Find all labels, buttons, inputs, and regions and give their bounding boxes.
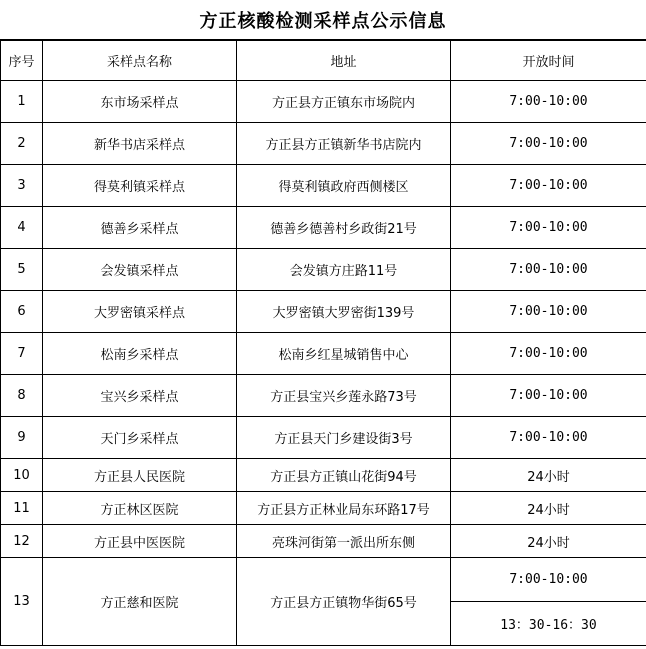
row-address: 方正县方正林业局东环路17号	[237, 492, 451, 525]
row-number: 2	[1, 123, 43, 165]
row-open-time: 7:00-10:00	[451, 123, 646, 165]
row-address: 方正县方正镇物华街65号	[237, 558, 451, 646]
row-site-name: 天门乡采样点	[43, 417, 237, 459]
table-row	[1, 165, 646, 207]
row-site-name: 德善乡采样点	[43, 207, 237, 249]
row-number: 5	[1, 249, 43, 291]
table-row	[1, 492, 646, 525]
row-site-name: 松南乡采样点	[43, 333, 237, 375]
row-number: 1	[1, 81, 43, 123]
document-title: 方正核酸检测采样点公示信息	[0, 0, 646, 40]
table-row	[1, 249, 646, 291]
row-open-time: 7:00-10:00	[451, 333, 646, 375]
row-site-name: 大罗密镇采样点	[43, 291, 237, 333]
row-open-time: 7:00-10:00	[451, 165, 646, 207]
table-row	[1, 123, 646, 165]
header-open-time: 开放时间	[451, 41, 646, 81]
row-open-time: 7:00-10:00	[451, 249, 646, 291]
row-open-time: 7:00-10:00	[451, 417, 646, 459]
row-open-time: 7:00-10:00	[451, 375, 646, 417]
row-address: 会发镇方庄路11号	[237, 249, 451, 291]
row-site-name: 方正县人民医院	[43, 459, 237, 492]
header-site-name: 采样点名称	[43, 41, 237, 81]
table-row	[1, 417, 646, 459]
row-site-name: 宝兴乡采样点	[43, 375, 237, 417]
row-open-time: 7:00-10:00	[451, 291, 646, 333]
table-row	[1, 558, 646, 646]
row-site-name: 新华书店采样点	[43, 123, 237, 165]
row-address: 亮珠河街第一派出所东侧	[237, 525, 451, 558]
table-header-row	[1, 41, 646, 81]
row-number: 8	[1, 375, 43, 417]
table-row	[1, 525, 646, 558]
row-open-time: 7:00-10:00	[451, 207, 646, 249]
row-address: 大罗密镇大罗密街139号	[237, 291, 451, 333]
row-number: 4	[1, 207, 43, 249]
row-number: 12	[1, 525, 43, 558]
row-open-time: 7:00-10:00	[451, 81, 646, 123]
row-address: 松南乡红星城销售中心	[237, 333, 451, 375]
table-row	[1, 333, 646, 375]
header-address: 地址	[237, 41, 451, 81]
row-open-time: 24小时	[451, 459, 646, 492]
row-number: 6	[1, 291, 43, 333]
row-open-time: 24小时	[451, 492, 646, 525]
row-site-name: 方正林区医院	[43, 492, 237, 525]
table-row	[1, 459, 646, 492]
row-number: 13	[1, 558, 43, 646]
row-address: 方正县方正镇山花街94号	[237, 459, 451, 492]
row-site-name: 方正慈和医院	[43, 558, 237, 646]
row-site-name: 东市场采样点	[43, 81, 237, 123]
row-open-time	[451, 558, 646, 646]
table-row	[1, 291, 646, 333]
open-time-morning: 7:00-10:00	[451, 558, 646, 602]
table-row	[1, 81, 646, 123]
row-address: 得莫利镇政府西侧楼区	[237, 165, 451, 207]
table-row	[1, 375, 646, 417]
open-time-afternoon: 13：30-16：30	[500, 618, 597, 633]
row-address: 方正县方正镇新华书店院内	[237, 123, 451, 165]
row-site-name: 得莫利镇采样点	[43, 165, 237, 207]
row-number: 9	[1, 417, 43, 459]
row-site-name: 方正县中医医院	[43, 525, 237, 558]
row-address: 德善乡德善村乡政街21号	[237, 207, 451, 249]
row-address: 方正县方正镇东市场院内	[237, 81, 451, 123]
row-number: 10	[1, 459, 43, 492]
row-number: 3	[1, 165, 43, 207]
row-site-name: 会发镇采样点	[43, 249, 237, 291]
row-address: 方正县宝兴乡莲永路73号	[237, 375, 451, 417]
sampling-sites-table	[0, 40, 646, 646]
row-number: 11	[1, 492, 43, 525]
row-address: 方正县天门乡建设街3号	[237, 417, 451, 459]
row-number: 7	[1, 333, 43, 375]
header-number: 序号	[1, 41, 43, 81]
table-row	[1, 207, 646, 249]
row-open-time: 24小时	[451, 525, 646, 558]
